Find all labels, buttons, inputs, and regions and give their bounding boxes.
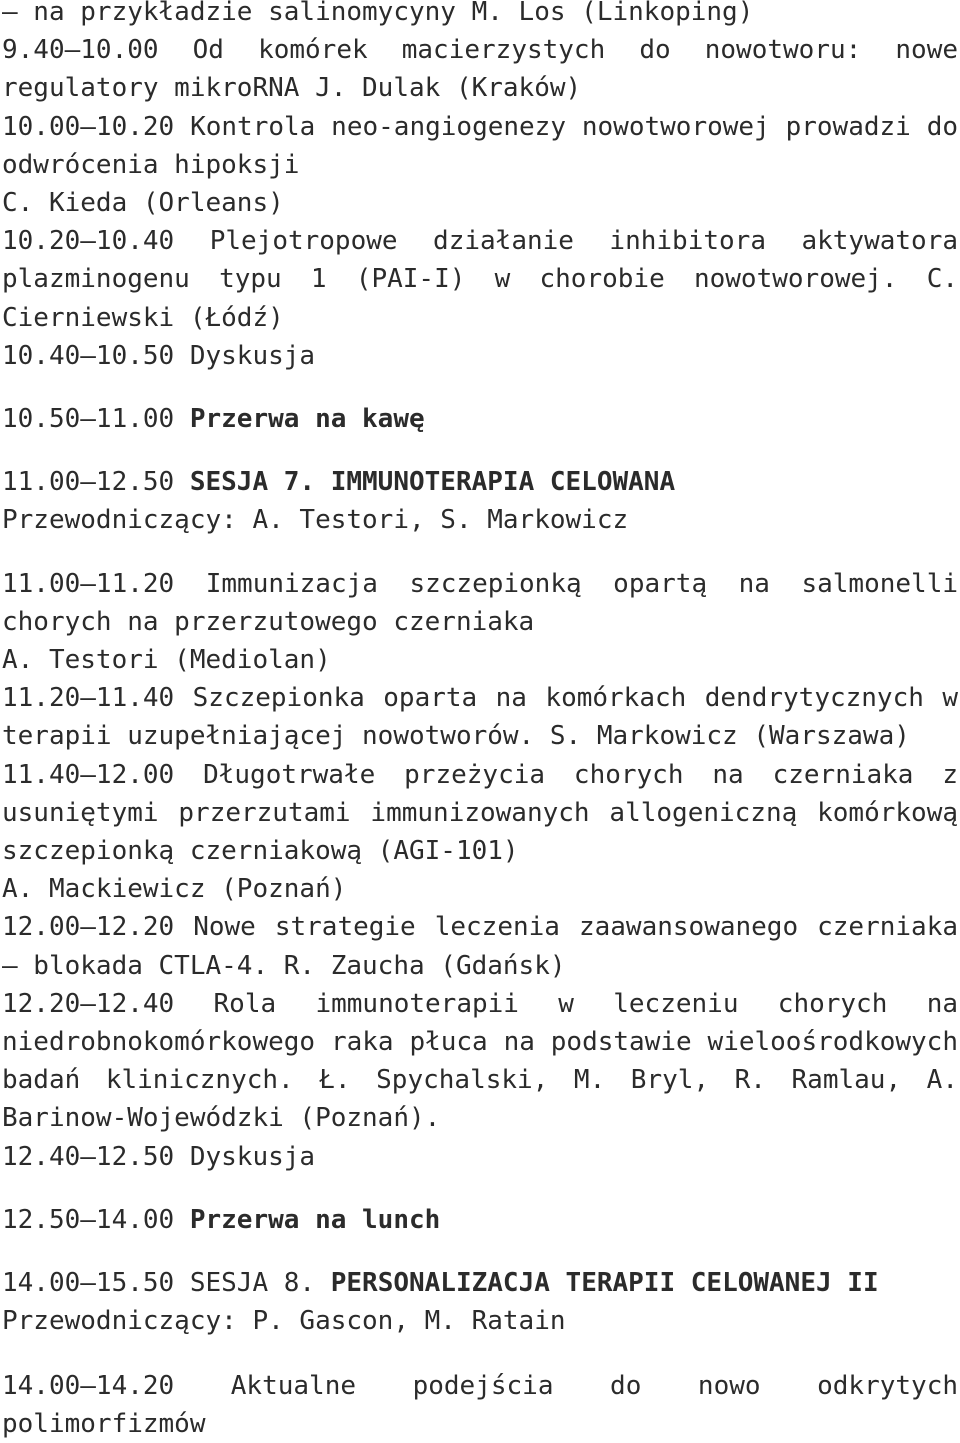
talk-entry <box>2 679 958 755</box>
discussion-entry <box>2 1138 958 1176</box>
talk-entry <box>2 565 958 641</box>
session-title: PERSONALIZACJA TERAPII CELOWANEJ II <box>330 1268 879 1299</box>
talk-entry <box>2 908 958 984</box>
talk-time: 11.00–11.20 <box>2 568 175 599</box>
talk-text: Rola immunoterapii w leczeniu chorych na niedrobnokomórkowego raka płuca na podstawie wieloośrodkowych badań klinicznych. Ł. Spychalski, M. Bryl, R. Ramlau, A. Barinow-Wojewódzki (Poznań). <box>2 988 958 1134</box>
session-time: 11.00–12.50 <box>2 467 175 498</box>
break-time: 12.50–14.00 <box>2 1204 175 1235</box>
talk-time: 10.20–10.40 <box>2 226 175 257</box>
talk-time: 12.00–12.20 <box>2 912 175 943</box>
talk-text: Kontrola neo-angiogenezy nowotworowej prowadzi do odwrócenia hipoksji <box>2 111 959 180</box>
session-title: SESJA 7. IMMUNOTERAPIA CELOWANA <box>189 467 676 498</box>
talk-time: 12.40–12.50 <box>2 1141 175 1172</box>
lunch-break <box>2 1201 958 1239</box>
talk-entry <box>2 222 958 337</box>
talk-text: Nowe strategie leczenia zaawansowanego czerniaka – blokada CTLA-4. R. Zaucha (Gdańsk) <box>2 912 958 981</box>
talk-speaker: A. Mackiewicz (Poznań) <box>2 874 347 905</box>
talk-speaker: A. Testori (Mediolan) <box>2 645 331 676</box>
talk-entry <box>2 756 958 871</box>
talk-entry <box>2 108 958 184</box>
session-prefix: SESJA 8. <box>189 1268 316 1299</box>
session-time: 14.00–15.50 <box>2 1268 175 1299</box>
intro-line: – na przykładzie salinomycyny M. Los (Linkoping) <box>2 0 754 27</box>
talk-text: Plejotropowe działanie inhibitora aktywatora plazminogenu typu 1 (PAI-I) w chorobie nowotworowej. C. Cierniewski (Łódź) <box>2 226 959 333</box>
talk-entry <box>2 1367 958 1443</box>
talk-time: 11.20–11.40 <box>2 683 175 714</box>
talk-text: Aktualne podejścia do nowo odkrytych polimorfizmów <box>2 1370 959 1439</box>
talk-entry <box>2 31 958 107</box>
talk-time: 9.40–10.00 <box>2 35 159 66</box>
talk-text: Od komórek macierzystych do nowotworu: nowe regulatory mikroRNA J. Dulak (Kraków) <box>2 35 959 104</box>
session-8-heading <box>2 1264 958 1302</box>
talk-text: Immunizacja szczepionką opartą na salmonelli chorych na przerzutowego czerniaka <box>2 568 959 637</box>
session-7-chairs: Przewodniczący: A. Testori, S. Markowicz <box>2 505 629 536</box>
talk-entry <box>2 985 958 1138</box>
break-label: Przerwa na kawę <box>189 404 425 435</box>
talk-time: 10.40–10.50 <box>2 340 175 371</box>
talk-text: Długotrwałe przeżycia chorych na czerniaka z usuniętymi przerzutami immunizowanych allogeniczną komórkową szczepionką czerniakową (AGI-101) <box>2 759 958 867</box>
talk-text: Dyskusja <box>189 340 316 371</box>
talk-text: Szczepionka oparta na komórkach dendrytycznych w terapii uzupełniającej nowotworów. S. Markowicz (Warszawa) <box>2 683 958 752</box>
talk-time: 12.20–12.40 <box>2 988 175 1019</box>
break-time: 10.50–11.00 <box>2 404 175 435</box>
document-page <box>2 0 958 1443</box>
session-7-heading <box>2 463 958 501</box>
talk-text: Dyskusja <box>189 1141 316 1172</box>
talk-speaker: C. Kieda (Orleans) <box>2 188 284 219</box>
talk-time: 11.40–12.00 <box>2 759 175 790</box>
break-label: Przerwa na lunch <box>189 1204 441 1235</box>
talk-time: 10.00–10.20 <box>2 111 175 142</box>
session-8-chairs: Przewodniczący: P. Gascon, M. Ratain <box>2 1306 566 1337</box>
discussion-entry <box>2 337 958 375</box>
talk-time: 14.00–14.20 <box>2 1370 175 1401</box>
coffee-break <box>2 400 958 438</box>
